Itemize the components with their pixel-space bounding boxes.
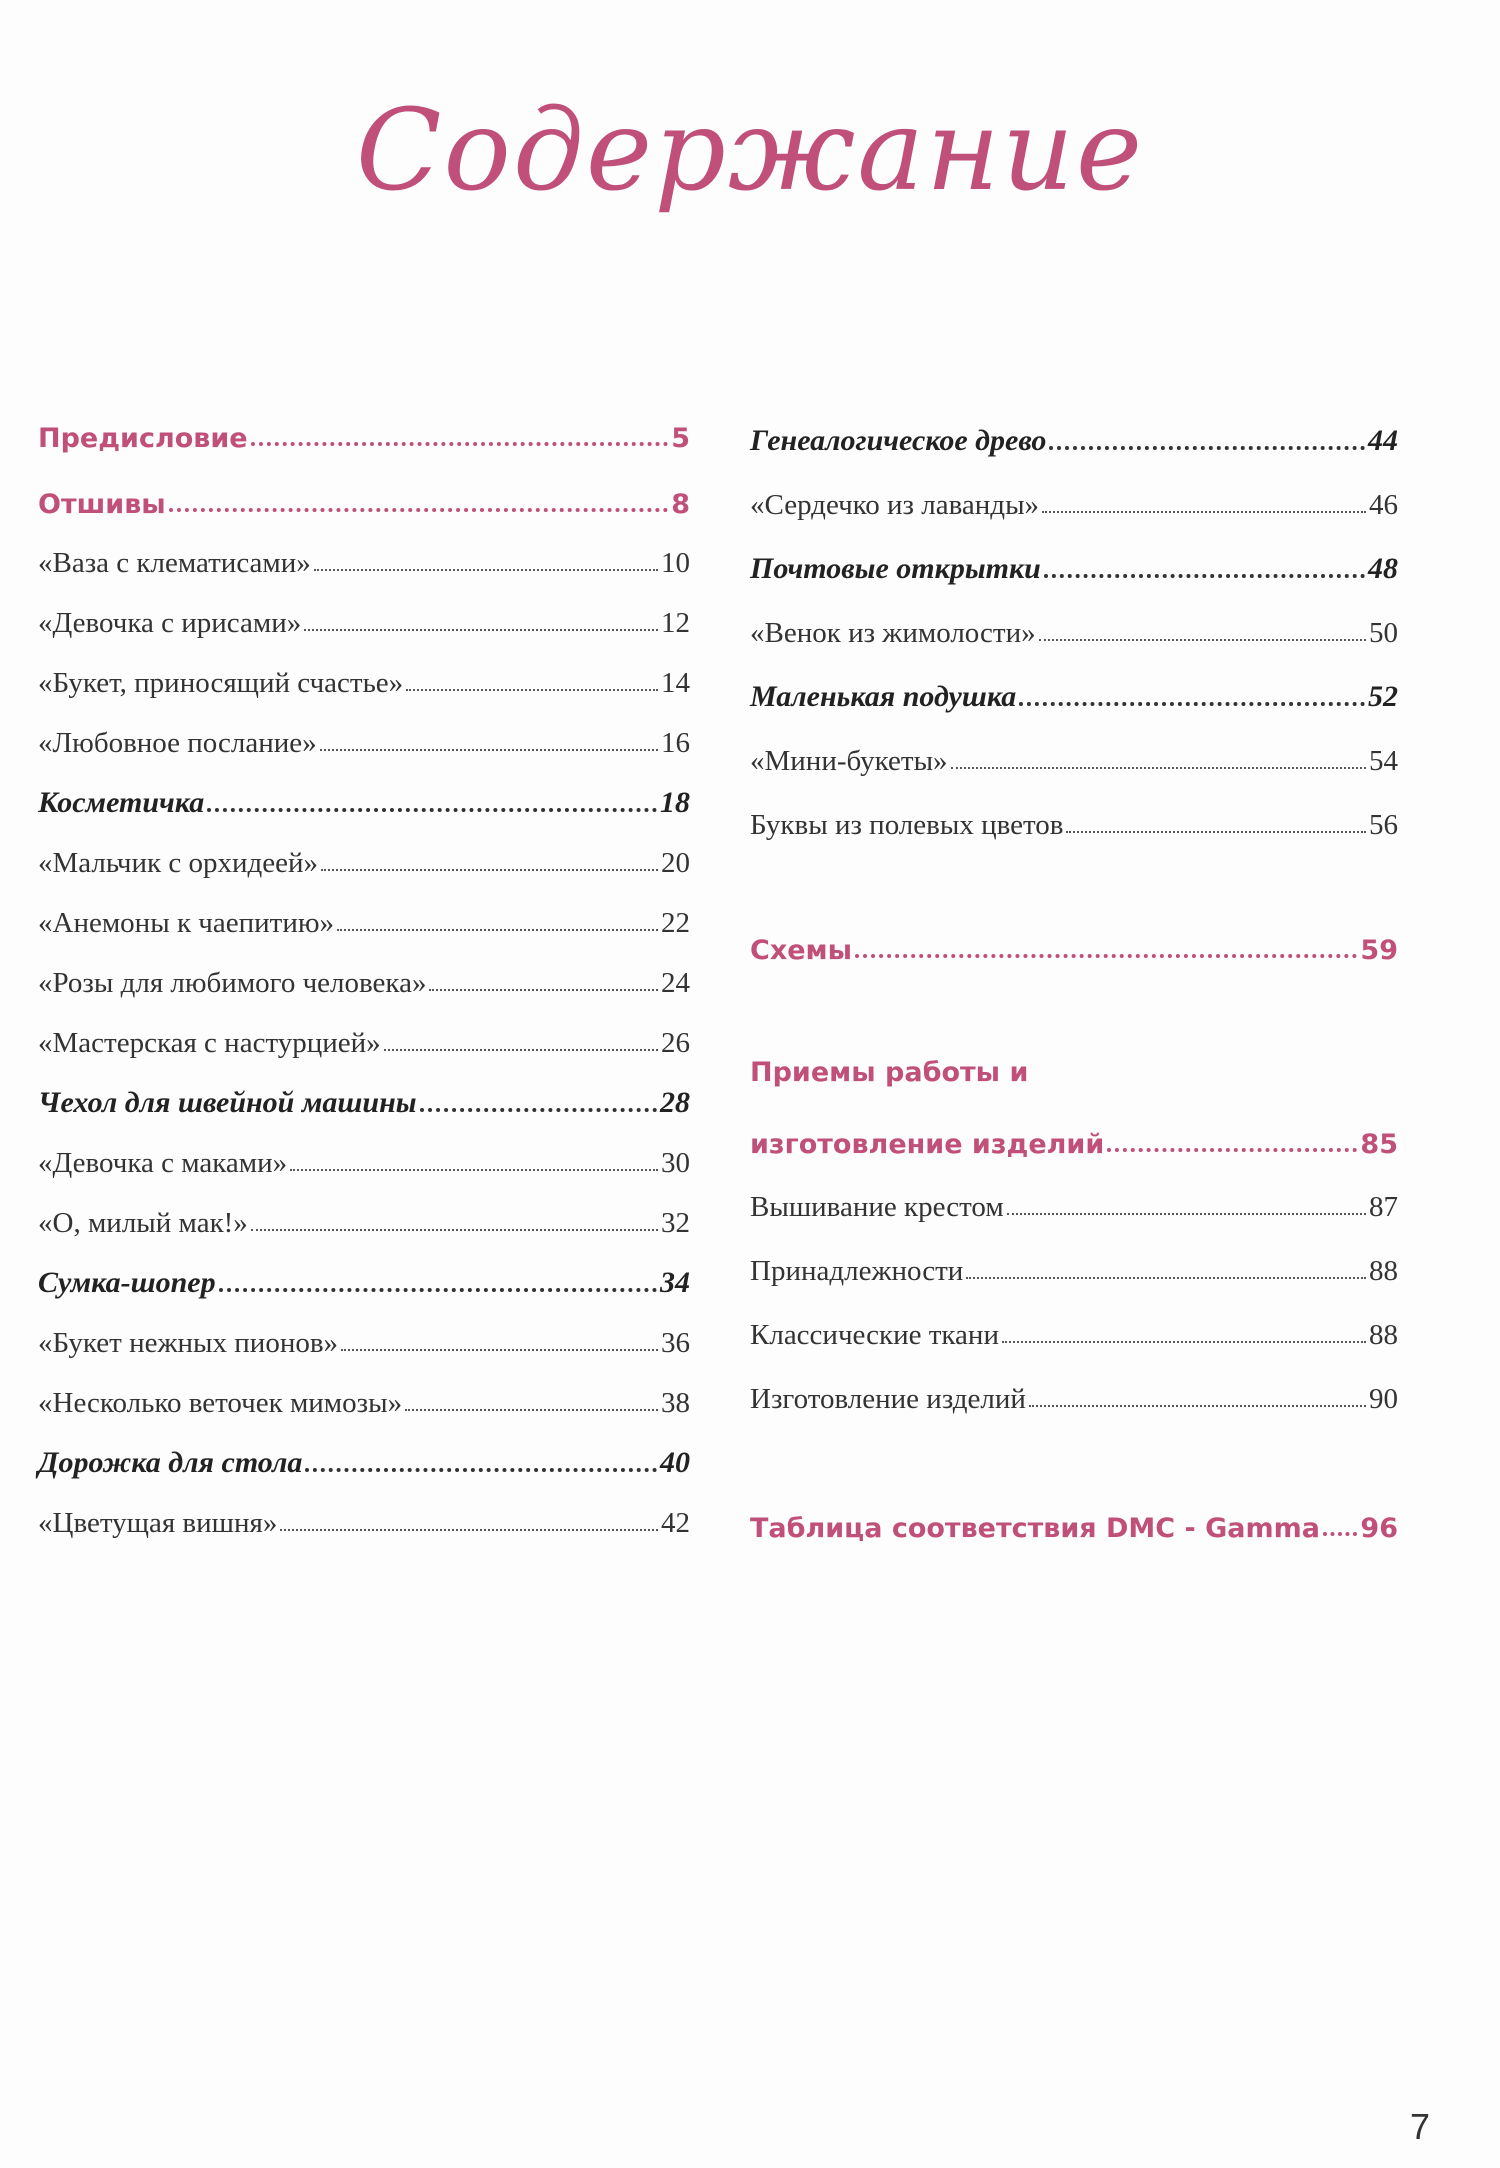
- dot-leader: [951, 767, 1366, 769]
- dot-leader: [406, 689, 658, 691]
- toc-entry-page: 10: [661, 547, 690, 579]
- toc-entry-page: 42: [661, 1507, 690, 1539]
- toc-entry: [750, 414, 1398, 458]
- toc-entry: [750, 478, 1398, 522]
- toc-entry-title: Генеалогическое древо: [750, 424, 1047, 457]
- toc-entry-page: 96: [1360, 1513, 1398, 1544]
- toc-entry-page: 59: [1360, 935, 1398, 966]
- dot-leader: [1002, 1341, 1366, 1343]
- dot-leader: [1007, 1213, 1366, 1215]
- dot-leader: [305, 1468, 657, 1472]
- toc-entry: [750, 798, 1398, 842]
- toc-entry-page: 52: [1368, 680, 1398, 713]
- toc-entry-title: «Мальчик с орхидеей»: [38, 847, 319, 879]
- dot-leader: [1042, 511, 1366, 513]
- toc-entry-page: 48: [1368, 552, 1398, 585]
- toc-entry: [750, 1372, 1398, 1416]
- toc-entry-title: «О, милый мак!»: [38, 1207, 248, 1239]
- dot-leader: [251, 1229, 658, 1231]
- dot-leader: [321, 869, 658, 871]
- toc-entry: [750, 670, 1398, 714]
- toc-entry-page: 50: [1369, 617, 1398, 649]
- toc-entry-title: Отшивы: [38, 489, 166, 520]
- toc-entry-title: Сумка-шопер: [38, 1266, 216, 1299]
- dot-leader: [405, 1409, 658, 1411]
- dot-leader: [429, 989, 658, 991]
- dot-leader: [169, 508, 669, 512]
- toc-entry: [750, 1244, 1398, 1288]
- dot-leader: [1323, 1532, 1357, 1536]
- toc-entry-page: 38: [661, 1387, 690, 1419]
- toc-entry: [750, 1044, 1398, 1088]
- toc-entry-title: Буквы из полевых цветов: [750, 809, 1064, 841]
- toc-entry-page: 24: [661, 967, 690, 999]
- toc-entry-title: «Любовное послание»: [38, 727, 317, 759]
- dot-leader: [1066, 831, 1366, 833]
- toc-entry: [38, 956, 690, 1000]
- toc-entry-title: «Сердечко из лаванды»: [750, 489, 1040, 521]
- toc-entry-title: Принадлежности: [750, 1255, 964, 1287]
- toc-entry-title: Вышивание крестом: [750, 1191, 1004, 1223]
- toc-entry-title: Чехол для швейной машины: [38, 1086, 417, 1119]
- toc-entry-page: 88: [1369, 1319, 1398, 1351]
- toc-entry-title: «Мини-букеты»: [750, 745, 948, 777]
- toc-entry-page: 30: [661, 1147, 690, 1179]
- toc-entry-title: «Венок из жимолости»: [750, 617, 1036, 649]
- toc-entry-page: 34: [660, 1266, 690, 1299]
- toc-entry: [38, 410, 690, 454]
- toc-entry-page: 85: [1360, 1129, 1398, 1160]
- toc-entry: [38, 896, 690, 940]
- toc-entry-page: 16: [661, 727, 690, 759]
- toc-entry-page: 90: [1369, 1383, 1398, 1415]
- toc-entry: [38, 656, 690, 700]
- toc-entry: [750, 734, 1398, 778]
- toc-entry-title: Почтовые открытки: [750, 552, 1041, 585]
- toc-entry-title: Классические ткани: [750, 1319, 999, 1351]
- toc-entry-page: 12: [661, 607, 690, 639]
- toc-entry-title: «Розы для любимого человека»: [38, 967, 427, 999]
- toc-entry: [750, 1116, 1398, 1160]
- toc-entry: [750, 1500, 1398, 1544]
- dot-leader: [280, 1529, 658, 1531]
- toc-entry-page: 20: [661, 847, 690, 879]
- toc-entry-page: 44: [1368, 424, 1398, 457]
- toc-entry-page: 5: [671, 423, 690, 454]
- toc-entry: [38, 1436, 690, 1480]
- dot-leader: [1049, 446, 1365, 450]
- toc-entry-page: 56: [1369, 809, 1398, 841]
- toc-entry-page: 40: [660, 1446, 690, 1479]
- toc-entry-page: 87: [1369, 1191, 1398, 1223]
- toc-entry-page: 46: [1369, 489, 1398, 521]
- dot-leader: [304, 629, 658, 631]
- toc-entry-title: «Букет, приносящий счастье»: [38, 667, 404, 699]
- toc-entry: [38, 1076, 690, 1120]
- toc-entry-title: «Девочка с ирисами»: [38, 607, 302, 639]
- toc-entry-page: 22: [661, 907, 690, 939]
- toc-entry: [38, 836, 690, 880]
- dot-leader: [855, 954, 1357, 958]
- dot-leader: [1029, 1405, 1366, 1407]
- toc-entry-page: 8: [671, 489, 690, 520]
- toc-entry-title: Схемы: [750, 935, 853, 966]
- toc-entry-page: 36: [661, 1327, 690, 1359]
- toc-entry: [38, 716, 690, 760]
- toc-entry: [38, 536, 690, 580]
- dot-leader: [207, 808, 657, 812]
- dot-leader: [314, 569, 658, 571]
- toc-entry-title: Предисловие: [38, 423, 248, 454]
- toc-entry: [38, 596, 690, 640]
- toc-entry-title: «Ваза с клематисами»: [38, 547, 311, 579]
- toc-entry-title: «Мастерская с настурцией»: [38, 1027, 381, 1059]
- toc-entry: [38, 1316, 690, 1360]
- toc-entry: [38, 1016, 690, 1060]
- dot-leader: [341, 1349, 658, 1351]
- toc-entry: [38, 1256, 690, 1300]
- dot-leader: [1107, 1148, 1357, 1152]
- toc-entry-page: 14: [661, 667, 690, 699]
- toc-entry: [38, 1196, 690, 1240]
- dot-leader: [251, 442, 669, 446]
- dot-leader: [384, 1049, 658, 1051]
- toc-entry-title: Дорожка для стола: [38, 1446, 303, 1479]
- toc-entry-page: 88: [1369, 1255, 1398, 1287]
- dot-leader: [1019, 702, 1365, 706]
- page-title: Содержание: [355, 86, 1145, 216]
- dot-leader: [1044, 574, 1365, 578]
- toc-entry-page: 32: [661, 1207, 690, 1239]
- toc-entry: [750, 606, 1398, 650]
- toc-entry-page: 18: [660, 786, 690, 819]
- toc-entry-title: «Анемоны к чаепитию»: [38, 907, 335, 939]
- page-number: 7: [1410, 2106, 1431, 2147]
- toc-entry-title: «Несколько веточек мимозы»: [38, 1387, 403, 1419]
- toc-entry-title: Таблица соответствия DMC - Gamma: [750, 1513, 1320, 1544]
- dot-leader: [966, 1277, 1366, 1279]
- toc-entry-title: «Цветущая вишня»: [38, 1507, 278, 1539]
- toc-entry: [750, 1180, 1398, 1224]
- toc-entry: [38, 476, 690, 520]
- toc-entry: [38, 1136, 690, 1180]
- toc-entry-title: Изготовление изделий: [750, 1383, 1026, 1415]
- dot-leader: [420, 1108, 657, 1112]
- toc-entry-title: «Девочка с маками»: [38, 1147, 288, 1179]
- toc-entry: [38, 1376, 690, 1420]
- toc-entry: [750, 542, 1398, 586]
- toc-entry-title: Приемы работы и: [750, 1057, 1029, 1088]
- dot-leader: [219, 1288, 657, 1292]
- toc-entry-page: 28: [660, 1086, 690, 1119]
- toc-entry: [750, 1308, 1398, 1352]
- toc-entry-page: 26: [661, 1027, 690, 1059]
- toc-entry-page: 54: [1369, 745, 1398, 777]
- dot-leader: [290, 1169, 658, 1171]
- dot-leader: [337, 929, 658, 931]
- toc-entry: [38, 776, 690, 820]
- dot-leader: [1039, 639, 1366, 641]
- toc-entry-title: «Букет нежных пионов»: [38, 1327, 339, 1359]
- toc-entry-title: Косметичка: [38, 786, 205, 819]
- toc-entry-title: Маленькая подушка: [750, 680, 1017, 713]
- toc-entry-title: изготовление изделий: [750, 1129, 1105, 1160]
- toc-entry: [38, 1496, 690, 1540]
- dot-leader: [320, 749, 658, 751]
- toc-entry: [750, 922, 1398, 966]
